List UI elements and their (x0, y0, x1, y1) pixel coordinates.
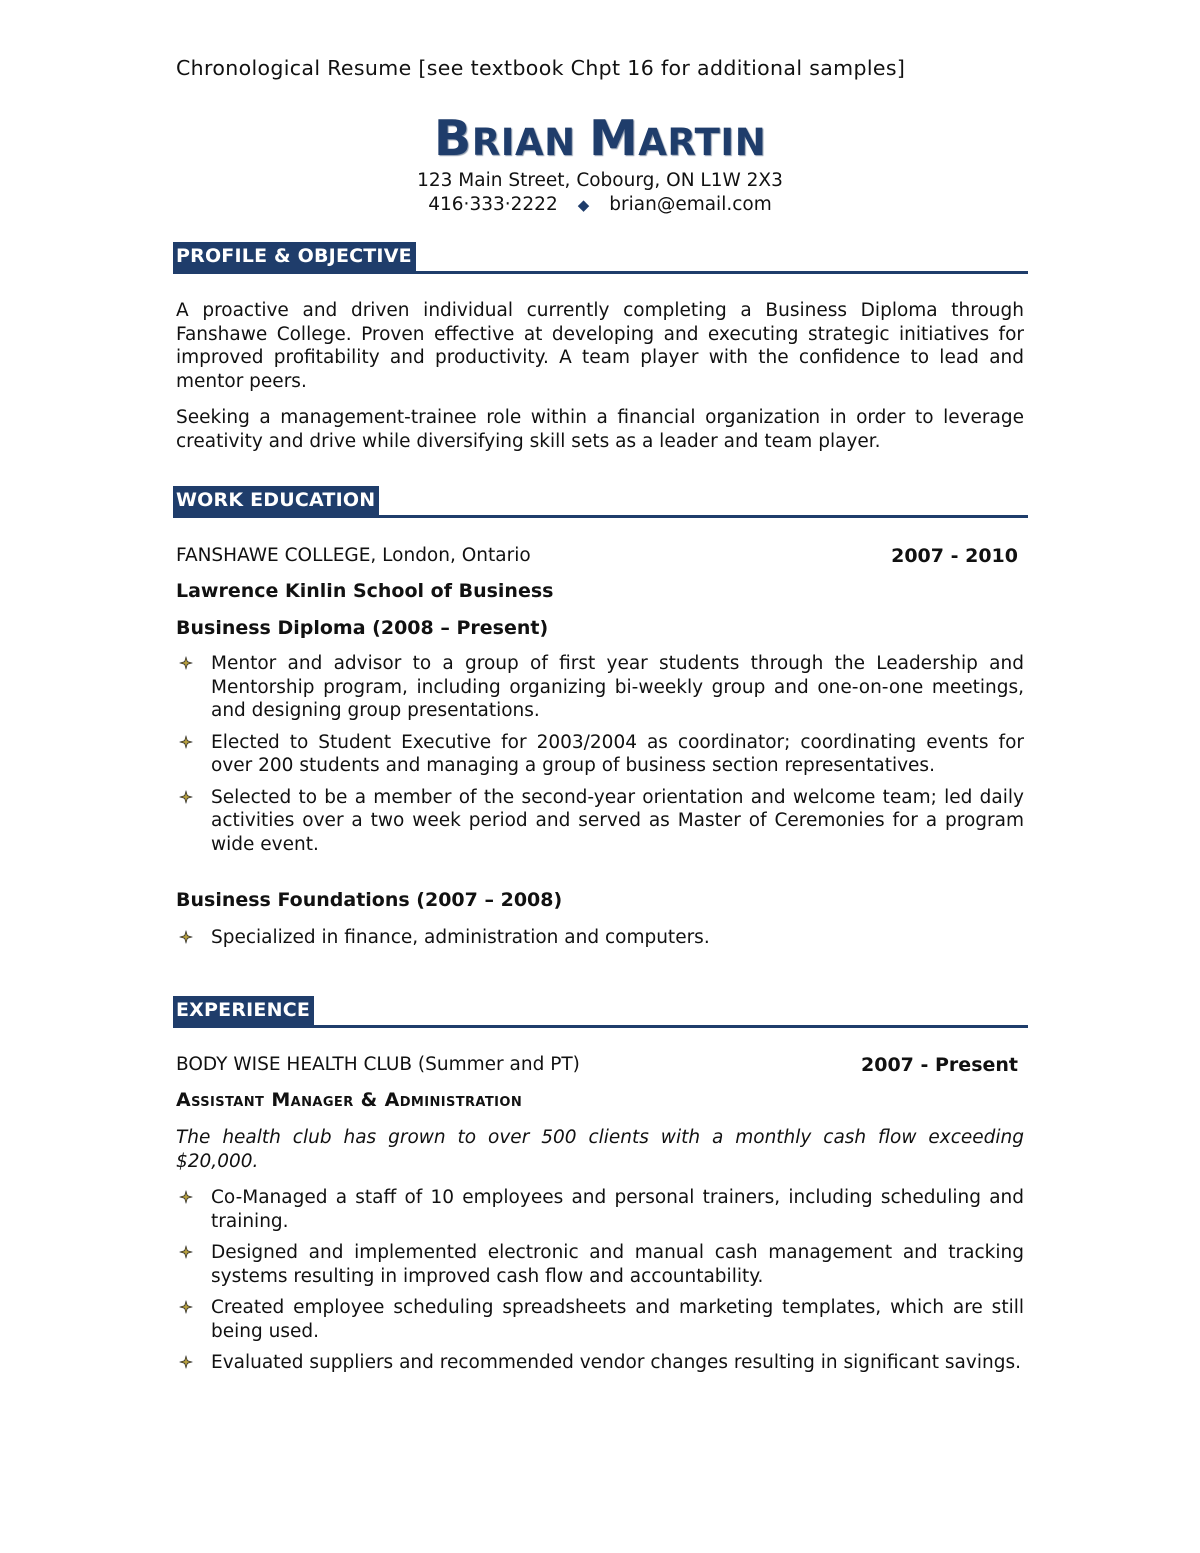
section-heading-label: PROFILE & OBJECTIVE (173, 242, 416, 271)
name-last-rest: ARTIN (638, 121, 767, 164)
four-point-star-bullet-icon (179, 1300, 193, 1314)
contact-email[interactable]: brian@email.com (609, 194, 772, 215)
foundations-bullet-list (176, 926, 1024, 958)
four-point-star-bullet-icon (179, 1245, 193, 1259)
four-point-star-bullet-icon (179, 930, 193, 944)
list-item (176, 1351, 1024, 1375)
four-point-star-bullet-icon (179, 790, 193, 804)
bullet-text: Elected to Student Executive for 2003/2004 as coordinator; coordinating events for over 200 students and managing a group of business section representatives. (211, 731, 1024, 776)
list-item (176, 652, 1024, 723)
four-point-star-bullet-icon (179, 1355, 193, 1369)
profile-paragraph: A proactive and driven individual currently completing a Business Diploma through Fanshawe College. Proven effective at developing and executing strategic initiatives for improved profitability and productivity. A team player with the confidence to lead and mentor peers. (176, 300, 1024, 392)
education-dates: 2007 - 2010 (891, 545, 1018, 567)
four-point-star-bullet-icon (179, 735, 193, 749)
list-item (176, 1186, 1024, 1233)
contact-line (0, 194, 1200, 215)
bullet-text: Evaluated suppliers and recommended vendor changes resulting in significant savings. (211, 1352, 1021, 1373)
document-title: Chronological Resume [see textbook Chpt 16 for additional samples] (176, 56, 906, 80)
bullet-text: Specialized in finance, administration and computers. (211, 927, 710, 948)
diploma-bullet-list (176, 652, 1024, 864)
section-heading-profile (173, 242, 1028, 274)
education-institution-row (176, 545, 1018, 566)
bullet-text: Created employee scheduling spreadsheets and marketing templates, which are still being used. (211, 1297, 1024, 1342)
list-item (176, 926, 1024, 950)
program-title-diploma: Business Diploma (2008 – Present) (176, 617, 549, 639)
candidate-name (0, 110, 1200, 167)
institution-name: FANSHAWE COLLEGE, London, Ontario (176, 545, 531, 566)
bullet-text: Designed and implemented electronic and manual cash management and tracking systems resulting in improved cash flow and accountability. (211, 1242, 1024, 1287)
list-item (176, 786, 1024, 857)
school-name: Lawrence Kinlin School of Business (176, 580, 554, 602)
bullet-text: Selected to be a member of the second-year orientation and welcome team; led daily activities over a two week period and served as Master of Ceremonies for a program wide event. (211, 786, 1024, 855)
bullet-text: Co-Managed a staff of 10 employees and personal trainers, including scheduling and training. (211, 1187, 1024, 1232)
contact-phone: 416·333·2222 (428, 194, 558, 215)
bullet-text: Mentor and advisor to a group of first year students through the Leadership and Mentorship program, including organizing bi-weekly group and one-on-one meetings, and designing group presentations. (211, 653, 1024, 721)
name-first-rest: RIAN (471, 121, 576, 164)
four-point-star-bullet-icon (179, 656, 193, 670)
list-item (176, 1241, 1024, 1288)
experience-employer-row (176, 1054, 1018, 1075)
list-item (176, 731, 1024, 778)
experience-bullet-list (176, 1186, 1024, 1383)
section-heading-label: WORK EDUCATION (173, 486, 379, 515)
objective-paragraph: Seeking a management-trainee role within a financial organization in order to leverage creativity and drive while diversifying skill sets as a leader and team player. (176, 407, 1024, 452)
contact-address: 123 Main Street, Cobourg, ON L1W 2X3 (417, 170, 783, 191)
diamond-separator-icon: ◆ (577, 196, 590, 214)
experience-dates: 2007 - Present (861, 1054, 1018, 1076)
program-title-foundations: Business Foundations (2007 – 2008) (176, 889, 563, 911)
job-role-title: Assistant Manager & Administration (176, 1089, 523, 1111)
list-item (176, 1296, 1024, 1343)
employer-name: BODY WISE HEALTH CLUB (Summer and PT) (176, 1054, 580, 1075)
four-point-star-bullet-icon (179, 1190, 193, 1204)
name-last-initial: M (588, 110, 639, 167)
name-first-initial: B (433, 110, 472, 167)
section-heading-experience (173, 996, 1028, 1028)
section-heading-label: EXPERIENCE (173, 996, 314, 1025)
section-heading-education (173, 486, 1028, 518)
job-summary: The health club has grown to over 500 clients with a monthly cash flow exceeding $20,000. (176, 1127, 1024, 1172)
